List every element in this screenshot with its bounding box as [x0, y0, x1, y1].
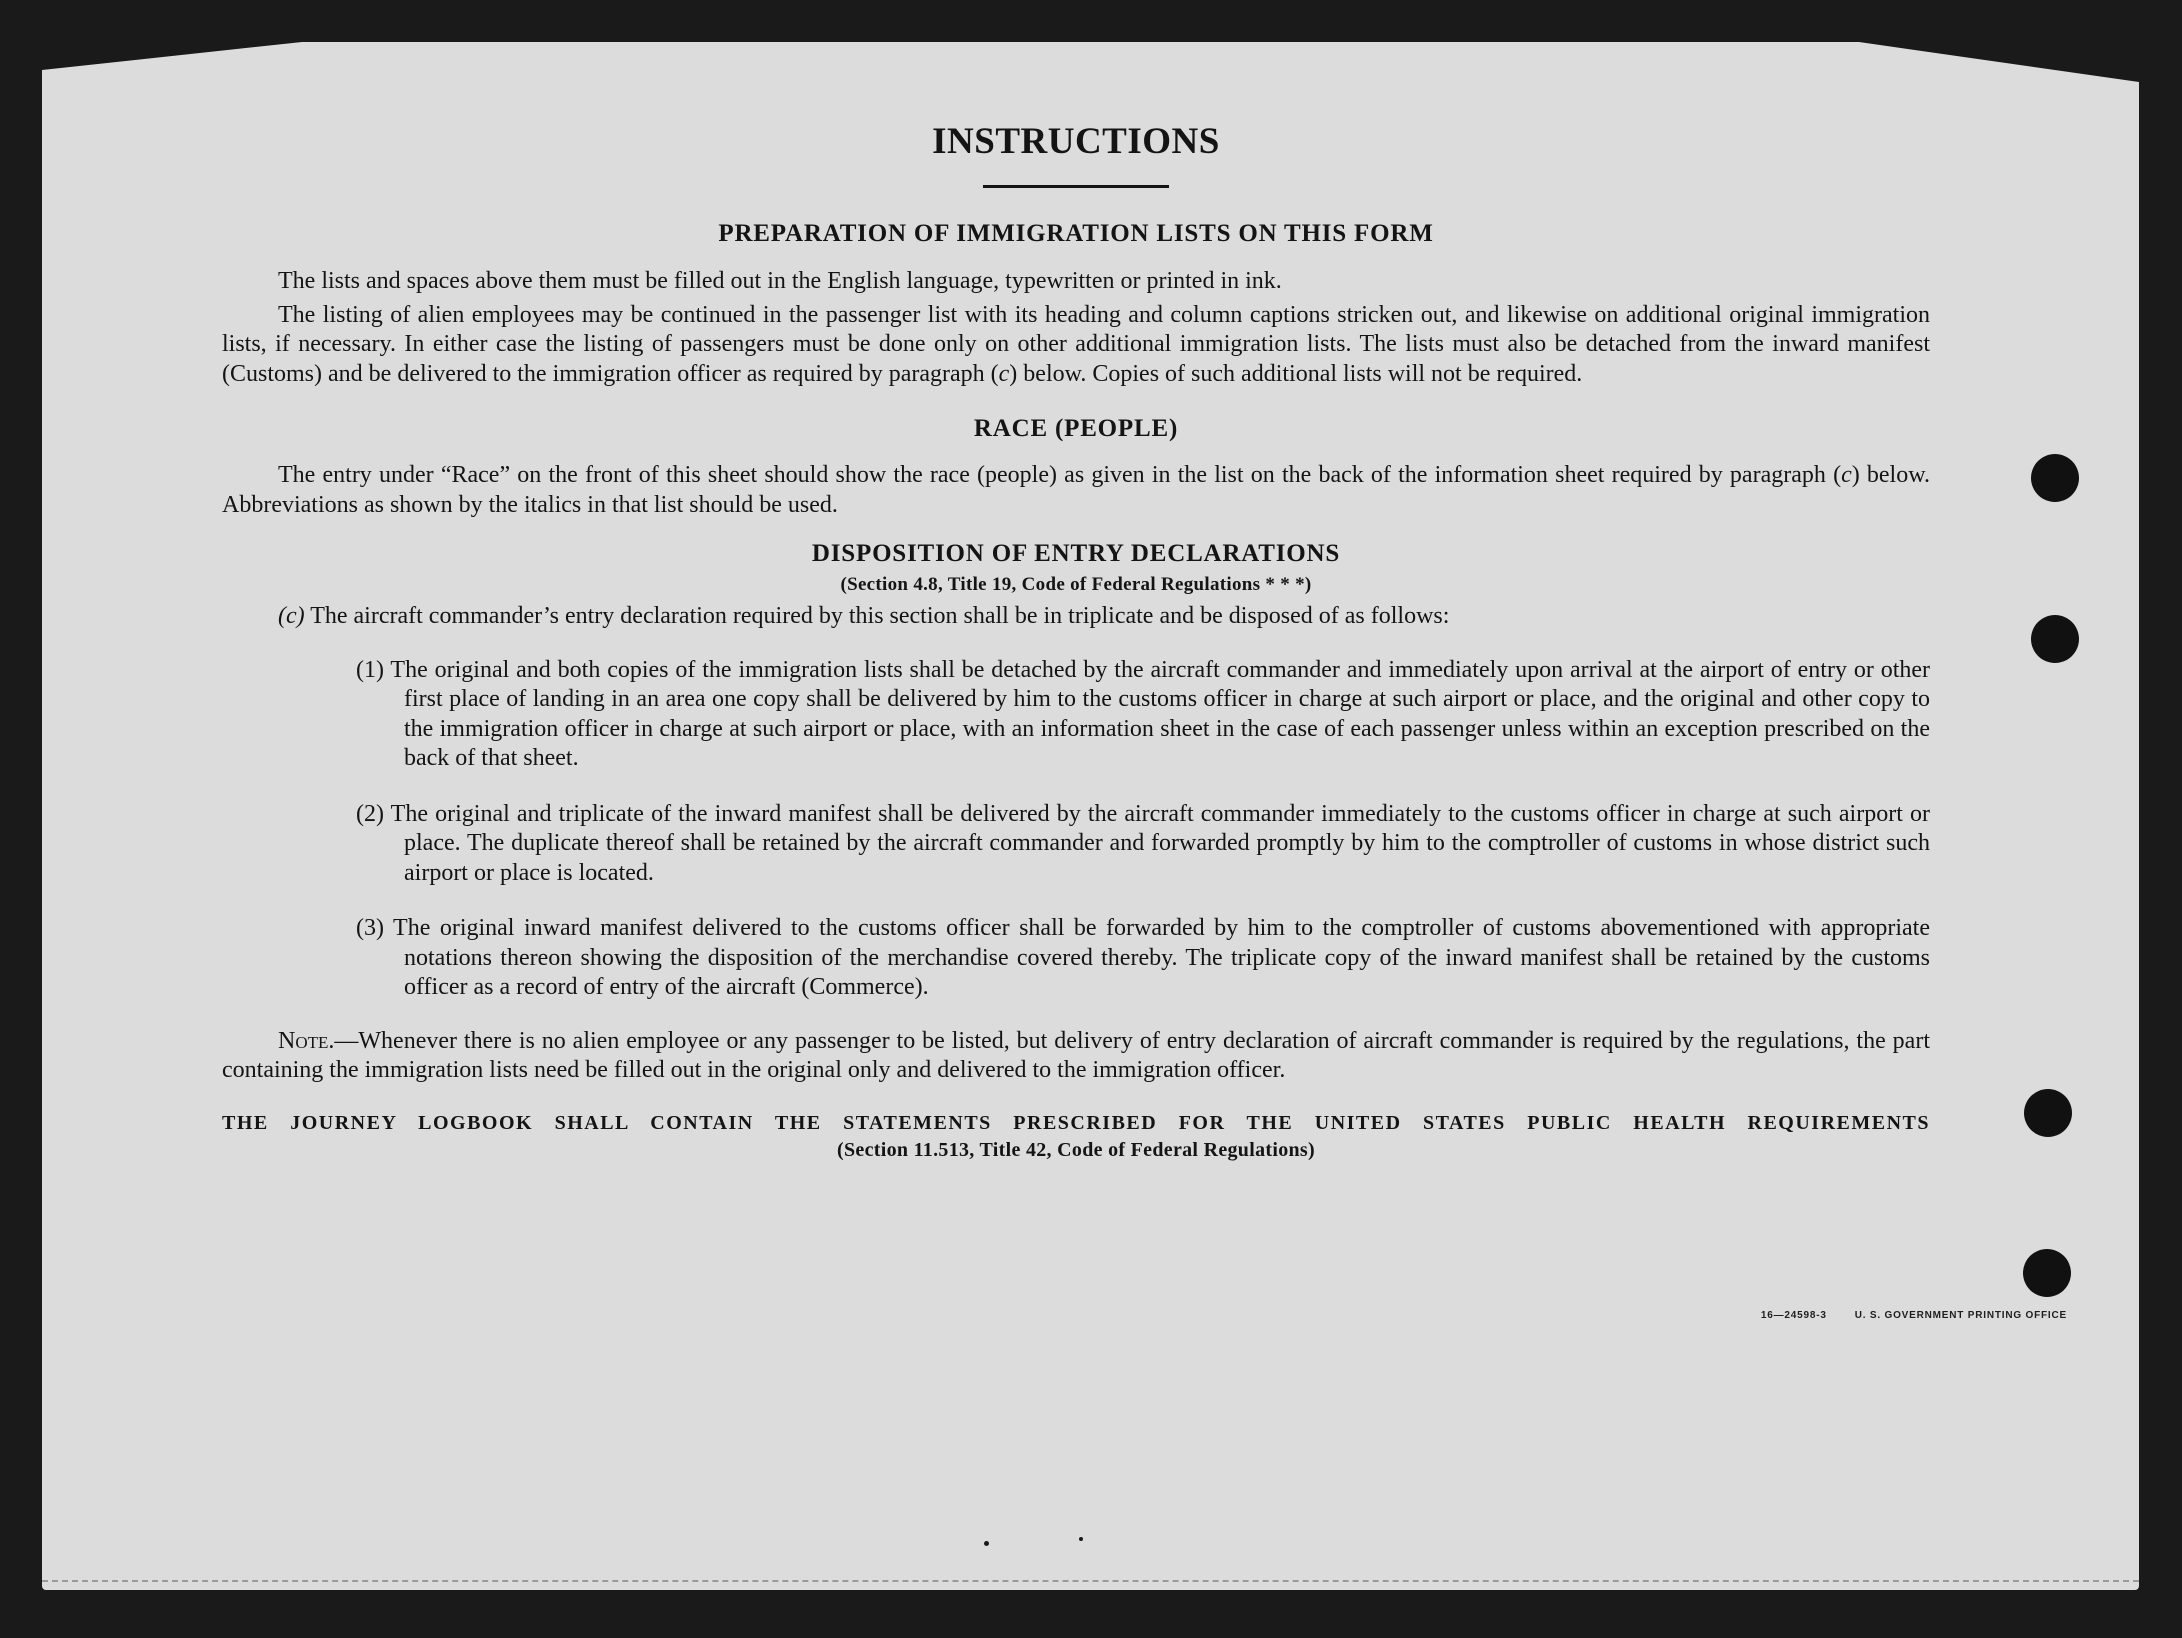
- disposition-heading: DISPOSITION OF ENTRY DECLARATIONS: [811, 540, 1341, 567]
- preparation-paragraph-2-text: The listing of alien employees may be continued in the passenger list with its heading and column captions stricken out, and likewise on additional original immigration lists, if necessary. In either case the listing of passengers must be done only on other additional immigration lists. The lists must also be detached from the inward manifest (Customs) and be delivered to the immigration officer as required by paragraph (: [222, 301, 1930, 387]
- paragraph-c-label: (c): [278, 603, 305, 629]
- note-text: —Whenever there is no alien employee or any passenger to be listed, but delivery of entry declaration of aircraft commander is required by the regulations, the part containing the immigration lists need be filled out in the original only and delivered to the immigration officer.: [222, 1027, 1930, 1083]
- note-label: Note.: [278, 1027, 335, 1054]
- preparation-paragraph-1: The lists and spaces above them must be filled out in the English language, typewritten or printed in ink.: [278, 268, 1282, 294]
- punch-hole-2: [2031, 615, 2079, 663]
- print-footer: [1761, 1310, 2067, 1321]
- disposition-item-3: (3) The original inward manifest delivered to the customs officer shall be forwarded by him to the comptroller of customs abovementioned with appropriate notations thereon showing the disposition of the merchandise covered thereby. The triplicate copy of the inward manifest shall be retained by the customs officer as a record of entry of the aircraft (Commerce).: [356, 915, 1930, 1000]
- page-title: INSTRUCTIONS: [932, 121, 1220, 162]
- paragraph-c-reference: c: [998, 360, 1010, 387]
- paragraph-c-reference: c: [1841, 462, 1852, 488]
- document-sheet: [42, 42, 2139, 1590]
- preparation-heading: PREPARATION OF IMMIGRATION LISTS ON THIS FORM: [718, 220, 1434, 247]
- note-paragraph: [222, 1027, 1930, 1086]
- punch-hole-1: [2031, 454, 2079, 502]
- race-heading: RACE (PEOPLE): [973, 415, 1179, 442]
- preparation-paragraph-2-text-end: ) below. Copies of such additional lists will not be required.: [1009, 360, 1583, 387]
- instructions-content: [222, 120, 1930, 1162]
- form-number: 16—24598-3: [1760, 1310, 1827, 1321]
- disposition-intro-text: The aircraft commander’s entry declaration required by this section shall be in triplicate and be disposed of as follows:: [310, 603, 1450, 629]
- printer-credit: U. S. GOVERNMENT PRINTING OFFICE: [1854, 1310, 2067, 1321]
- disposition-citation: (Section 4.8, Title 19, Code of Federal Regulations * * *): [840, 574, 1312, 595]
- race-paragraph: [222, 461, 1930, 520]
- preparation-paragraph-2: [222, 301, 1930, 390]
- disposition-intro: [222, 602, 1930, 632]
- journey-logbook-statement: THE JOURNEY LOGBOOK SHALL CONTAIN THE STATEMENTS PRESCRIBED FOR THE UNITED STATES PUBLIC HEALTH REQUIREMENTS: [222, 1111, 1930, 1134]
- torn-corner-left: [42, 42, 302, 70]
- sheet-bottom-edge: [42, 1580, 2139, 1582]
- race-paragraph-text-end: ) below. Abbreviations as shown by the italics in that list should be used.: [222, 462, 1930, 518]
- race-paragraph-text: The entry under “Race” on the front of this sheet should show the race (people) as given in the list on the back of the information sheet required by paragraph (: [278, 462, 1842, 488]
- title-underline: [983, 185, 1169, 188]
- disposition-item-2: (2) The original and triplicate of the inward manifest shall be delivered by the aircraft commander immediately to the customs officer in charge at such airport or place. The duplicate thereof shall be retained by the aircraft commander and forwarded promptly by him to the comptroller of customs in whose district such airport or place is located.: [356, 800, 1930, 886]
- punch-hole-3: [2024, 1089, 2072, 1137]
- torn-corner-right: [1859, 42, 2139, 82]
- journey-citation: (Section 11.513, Title 42, Code of Federal Regulations): [837, 1138, 1315, 1161]
- disposition-item-1: (1) The original and both copies of the immigration lists shall be detached by the aircraft commander and immediately upon arrival at the airport of entry or other first place of landing in an area one copy shall be delivered by him to the customs officer in charge at such airport or place, and the original and other copy to the immigration officer in charge at such airport or place, with an information sheet in the case of each passenger unless within an exception prescribed on the back of that sheet.: [356, 656, 1930, 771]
- punch-hole-4: [2023, 1249, 2071, 1297]
- speck-mark: [984, 1541, 989, 1546]
- speck-mark: [1079, 1537, 1083, 1541]
